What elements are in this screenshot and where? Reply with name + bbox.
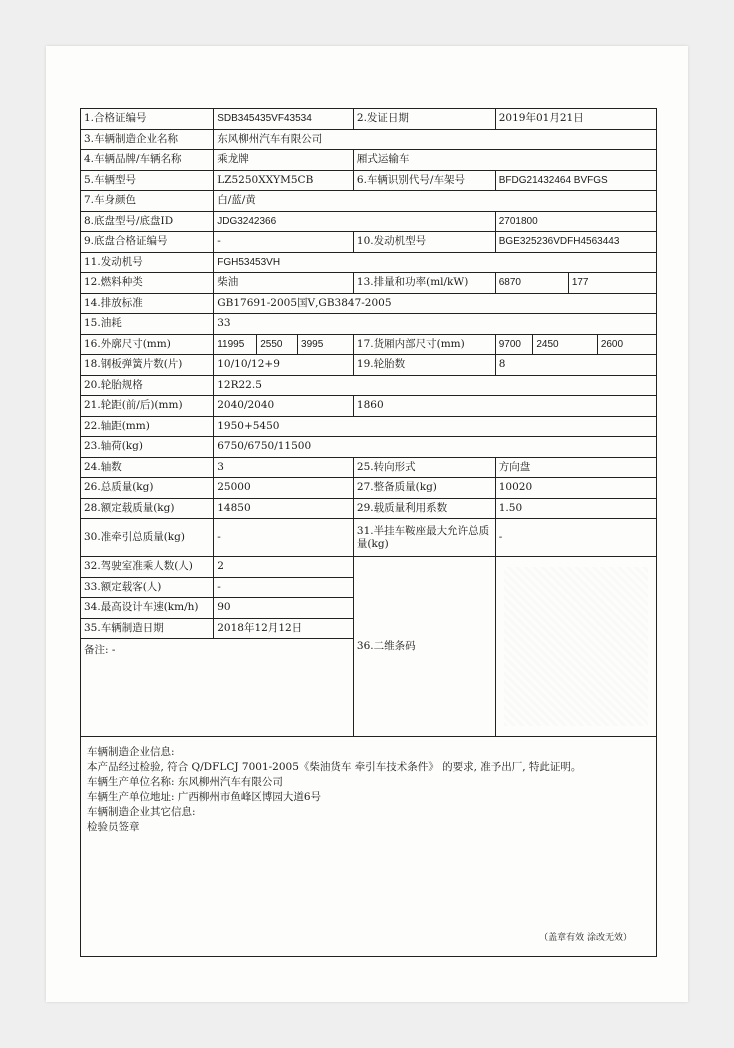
cargo-height: 2600: [597, 334, 656, 355]
field-label: 7.车身颜色: [81, 191, 214, 212]
manufacturer-info-box: [80, 737, 657, 957]
field-label: 3.车辆制造企业名称: [81, 129, 214, 150]
table-row: [81, 498, 657, 519]
field-label: 4.车辆品牌/车辆名称: [81, 150, 214, 171]
remarks: 备注: -: [81, 639, 354, 737]
field-label: 17.货厢内部尺寸(mm): [353, 334, 495, 355]
field-label: 11.发动机号: [81, 252, 214, 273]
compliance-statement: 本产品经过检验, 符合 Q/DFLCJ 7001-2005《柴油货车 牵引车技术条件》 的要求, 准予出厂, 特此证明。: [87, 761, 582, 773]
cargo-length: 9700: [495, 334, 533, 355]
cargo-width: 2450: [533, 334, 597, 355]
vehicle-model: LZ5250XXYM5CB: [214, 170, 354, 191]
field-label: 21.轮距(前/后)(mm): [81, 396, 214, 417]
outer-length: 11995: [214, 334, 257, 355]
rated-passengers: -: [214, 577, 354, 598]
table-row: [81, 273, 657, 294]
table-row: [81, 109, 657, 130]
field-label: 35.车辆制造日期: [81, 618, 214, 639]
load-utilization-factor: 1.50: [495, 498, 656, 519]
field-label: 8.底盘型号/底盘ID: [81, 211, 214, 232]
field-label: 2.发证日期: [353, 109, 495, 130]
field-label: 6.车辆识别代号/车架号: [353, 170, 495, 191]
field-label: 10.发动机型号: [353, 232, 495, 253]
axle-count: 3: [214, 457, 354, 478]
issue-date: 2019年01月21日: [495, 109, 656, 130]
table-row: [81, 355, 657, 376]
chassis-model: JDG3242366: [214, 211, 496, 232]
outer-height: 3995: [298, 334, 354, 355]
production-unit-name: 车辆生产单位名称: 东风柳州汽车有限公司: [87, 776, 283, 788]
table-row: [81, 170, 657, 191]
table-row: [81, 416, 657, 437]
field-label: 26.总质量(kg): [81, 478, 214, 499]
info-heading: 车辆制造企业信息:: [87, 746, 175, 758]
leaf-spring-count: 10/10/12+9: [214, 355, 354, 376]
curb-mass: 10020: [495, 478, 656, 499]
certificate-page: [46, 46, 688, 1002]
qr-code-label: 36.二维条码: [353, 557, 495, 737]
vehicle-brand: 乘龙牌: [214, 150, 354, 171]
field-label: 20.轮胎规格: [81, 375, 214, 396]
field-label: 23.轴荷(kg): [81, 437, 214, 458]
engine-number: FGH53453VH: [214, 252, 657, 273]
field-label: 27.整备质量(kg): [353, 478, 495, 499]
vin-number: BFDG21432464 BVFGS: [495, 170, 656, 191]
table-row: [81, 150, 657, 171]
saddle-max-mass: -: [495, 519, 656, 557]
manufacture-date: 2018年12月12日: [214, 618, 354, 639]
field-label: 34.最高设计车速(km/h): [81, 598, 214, 619]
table-row: [81, 252, 657, 273]
towing-mass: -: [214, 519, 354, 557]
table-row: [81, 232, 657, 253]
table-row: [81, 191, 657, 212]
vehicle-name: 厢式运输车: [353, 150, 656, 171]
table-row: [81, 314, 657, 335]
qr-code-image: [504, 567, 648, 726]
rated-load-mass: 14850: [214, 498, 354, 519]
field-label: 15.油耗: [81, 314, 214, 335]
field-label: 29.载质量利用系数: [353, 498, 495, 519]
field-label: 32.驾驶室准乘人数(人): [81, 557, 214, 578]
field-label: 28.额定载质量(kg): [81, 498, 214, 519]
field-label: 5.车辆型号: [81, 170, 214, 191]
manufacturer-name: 东风柳州汽车有限公司: [214, 129, 657, 150]
engine-model: BGE325236VDFH4563443: [495, 232, 656, 253]
qr-code-cell: [495, 557, 656, 737]
displacement: 6870: [495, 273, 568, 294]
table-row: [81, 375, 657, 396]
cab-passenger-count: 2: [214, 557, 354, 578]
emission-standard: GB17691-2005国Ⅴ,GB3847-2005: [214, 293, 657, 314]
track-front: 2040/2040: [214, 396, 354, 417]
table-row: [81, 211, 657, 232]
axle-load: 6750/6750/11500: [214, 437, 657, 458]
certificate-form: [80, 108, 657, 1013]
fuel-consumption: 33: [214, 314, 657, 335]
stamp-note: （盖章有效 涂改无效）: [539, 933, 632, 943]
outer-width: 2550: [257, 334, 298, 355]
track-rear: 1860: [353, 396, 656, 417]
tire-spec: 12R22.5: [214, 375, 657, 396]
steering-type: 方向盘: [495, 457, 656, 478]
table-row: [81, 293, 657, 314]
tire-count: 8: [495, 355, 656, 376]
chassis-id: 2701800: [495, 211, 656, 232]
field-label: 22.轴距(mm): [81, 416, 214, 437]
field-label: 18.钢板弹簧片数(片): [81, 355, 214, 376]
other-info: 车辆制造企业其它信息:: [87, 806, 196, 818]
field-label: 12.燃料种类: [81, 273, 214, 294]
vehicle-info-table: [80, 108, 657, 737]
table-row: [81, 129, 657, 150]
field-label: 13.排量和功率(ml/kW): [353, 273, 495, 294]
field-label: 19.轮胎数: [353, 355, 495, 376]
production-unit-address: 车辆生产单位地址: 广西柳州市鱼峰区博园大道6号: [87, 791, 322, 803]
total-mass: 25000: [214, 478, 354, 499]
field-label: 31.半挂车鞍座最大允许总质量(kg): [353, 519, 495, 557]
wheelbase: 1950+5450: [214, 416, 657, 437]
table-row: [81, 457, 657, 478]
field-label: 25.转向形式: [353, 457, 495, 478]
chassis-certificate-number: -: [214, 232, 354, 253]
field-label: 9.底盘合格证编号: [81, 232, 214, 253]
inspector-signature: 检验员签章: [87, 821, 140, 833]
field-label: 30.准牵引总质量(kg): [81, 519, 214, 557]
table-row: [81, 334, 657, 355]
table-row: [81, 396, 657, 417]
field-label: 16.外廓尺寸(mm): [81, 334, 214, 355]
field-label: 33.额定载客(人): [81, 577, 214, 598]
field-label: 1.合格证编号: [81, 109, 214, 130]
field-label: 14.排放标准: [81, 293, 214, 314]
field-label: 24.轴数: [81, 457, 214, 478]
fuel-type: 柴油: [214, 273, 354, 294]
table-row: [81, 519, 657, 557]
certificate-number: SDB345435VF43534: [214, 109, 354, 130]
table-row: [81, 437, 657, 458]
table-row: [81, 557, 657, 578]
body-color: 白/蓝/黄: [214, 191, 657, 212]
table-row: [81, 478, 657, 499]
max-speed: 90: [214, 598, 354, 619]
power: 177: [568, 273, 656, 294]
